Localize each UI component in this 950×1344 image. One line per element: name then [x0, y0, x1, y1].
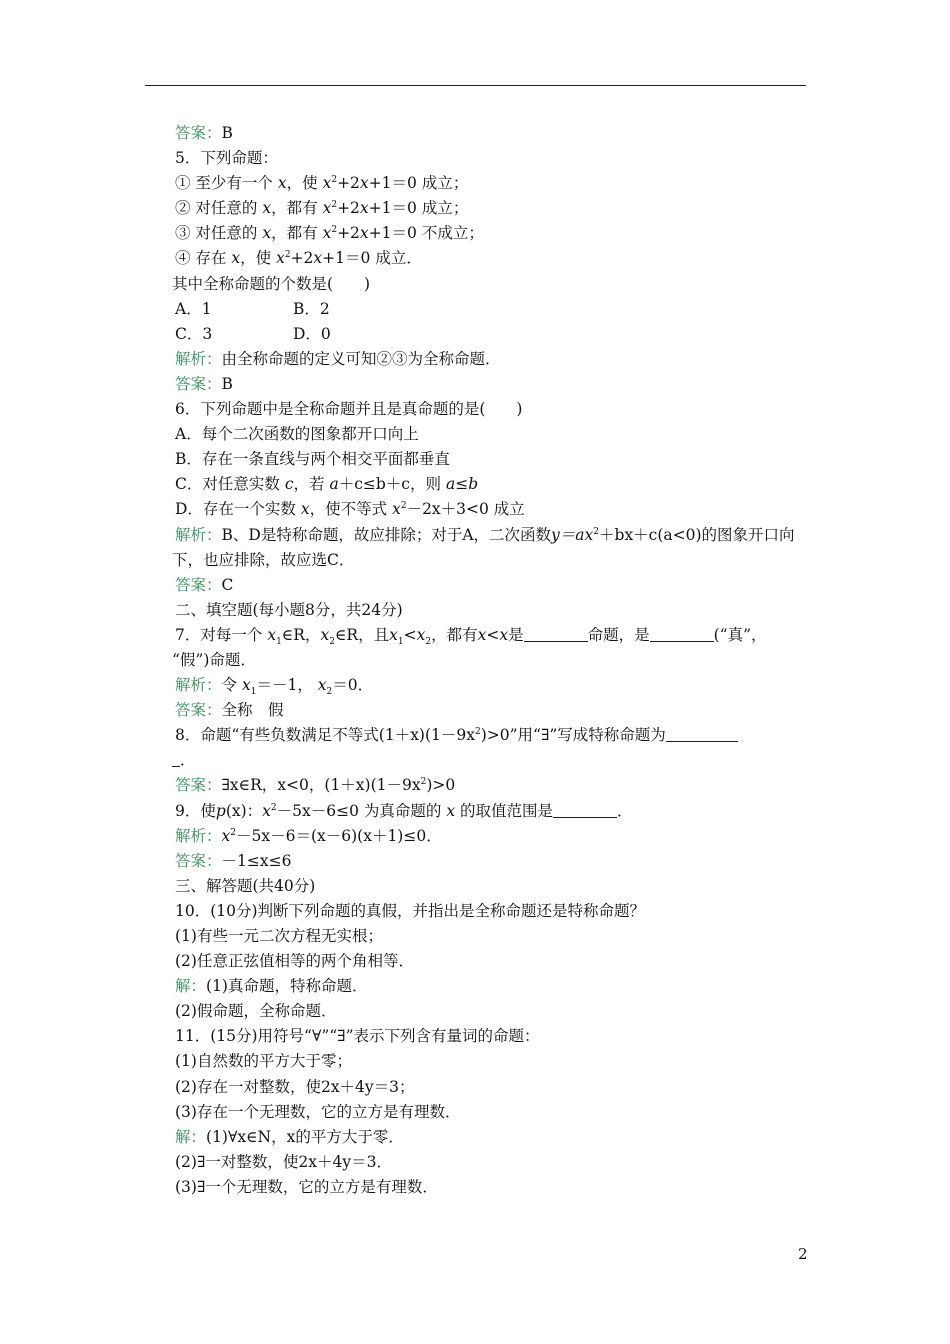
q5-statement-3: ③ 对任意的 x，都有 $x^2+2x+1=0$ 不成立；: [175, 224, 484, 243]
q10-part-2: (2)任意正弦值相等的两个角相等．: [175, 952, 414, 971]
q11-part-2: (2)存在一对整数，使2x＋4y＝3；: [175, 1077, 415, 1096]
q6-stem: 6．下列命题中是全称命题并且是真命题的是( ): [175, 400, 523, 419]
q5-statement-4: ④ 存在 x，使 $x^2+2x+1=0$ 成立．: [175, 249, 422, 268]
q6-analysis: 解析：B、D是特称命题，故应排除；对于A，二次函数$y=ax^2+bx+c(a<0)$的图象开口向: [175, 525, 795, 544]
q6-option-d: D．存在一个实数 x，使不等式 $x^2-2x+3<0$ 成立: [175, 500, 525, 519]
q10-solution-2: (2)假命题，全称命题．: [175, 1002, 337, 1021]
q10-solution-1: 解：(1)真命题，特称命题．: [175, 977, 368, 996]
q7-analysis: 解析：令 $x_1=-1$， $x_2=0$．: [175, 676, 374, 698]
q5-statement-2: ② 对任意的 x，都有 $x^2+2x+1=0$ 成立；: [175, 199, 469, 218]
q6-analysis-cont: 下，也应排除，故应选C．: [172, 550, 355, 569]
q5-statement-1: ① 至少有一个 x，使 $x^2+2x+1=0$ 成立；: [175, 174, 469, 193]
q8-answer: 答案：∃x∈R，x<0，$(1+x)(1-9x^2)>0$: [175, 776, 456, 795]
q6-option-c: C．对任意实数 c，若 a＋c≤b＋c，则 a≤b: [175, 475, 479, 494]
q11-stem: 11．(15分)用符号“∀”“∃”表示下列含有量词的命题：: [175, 1027, 540, 1046]
q5-options-ab: A．1 B．2: [175, 299, 330, 318]
q4-answer: 答案：B: [175, 124, 233, 142]
q8-stem-cont: ．: [172, 748, 807, 773]
section-3-heading: 三、解答题(共40分): [175, 876, 316, 895]
q9-stem: 9．使p(x)：$x^2-5x-6\le 0$ 为真命题的 x 的取值范围是 ．: [175, 801, 633, 820]
q10-part-1: (1)有些一元二次方程无实根；: [175, 927, 383, 945]
q11-solution-2: (2)∃一对整数，使2x＋4y＝3．: [175, 1152, 392, 1171]
q6-option-a: A．每个二次函数的图象都开口向上: [175, 425, 419, 444]
q11-part-1: (1)自然数的平方大于零；: [175, 1052, 352, 1071]
q7-stem-cont: “假”)命题．: [172, 650, 256, 669]
q7-stem: 7．对每一个 $x_1\in R$，$x_2\in R$，且$x_1<x_2$，都有x<x是 命题，是 (“真”，: [175, 625, 767, 647]
section-2-heading: 二、填空题(每小题8分，共24分): [175, 600, 403, 619]
q6-answer: 答案：C: [175, 575, 234, 594]
q5-analysis: 解析：由全称命题的定义可知②③为全称命题．: [175, 349, 501, 368]
page-number: 2: [798, 1245, 808, 1263]
q7-answer: 答案：全称 假: [175, 701, 284, 720]
q9-analysis: 解析：$x^2-5x-6=(x-6)(x+1)\le 0$．: [175, 826, 442, 845]
q7-blank-2: [650, 626, 714, 642]
q11-solution-1: 解：(1)∀x∈N，x的平方大于零．: [175, 1127, 404, 1146]
q5-options-cd: C．3 D．0: [175, 324, 331, 343]
q10-stem: 10．(10分)判断下列命题的真假，并指出是全称命题还是特称命题？: [175, 901, 646, 920]
q9-answer: 答案：－1≤x≤6: [175, 851, 292, 870]
q5-answer: 答案：B: [175, 374, 233, 393]
q5-stem: 5．下列命题：: [175, 149, 278, 168]
q8-blank: [666, 726, 738, 742]
q11-part-3: (3)存在一个无理数，它的立方是有理数．: [175, 1102, 461, 1121]
q7-blank-1: [524, 626, 588, 642]
q5-question: 其中全称命题的个数是( ): [172, 274, 371, 293]
header-rule: [145, 85, 806, 86]
q9-blank: [553, 802, 617, 818]
q6-option-b: B．存在一条直线与两个相交平面都垂直: [175, 450, 450, 469]
document-body: [172, 121, 807, 1200]
q8-stem: 8．命题“有些负数满足不等式$(1+x)(1-9x^2)>0$”用“∃”写成特称命题为: [175, 723, 807, 748]
q11-solution-3: (3)∃一个无理数，它的立方是有理数．: [175, 1177, 438, 1196]
